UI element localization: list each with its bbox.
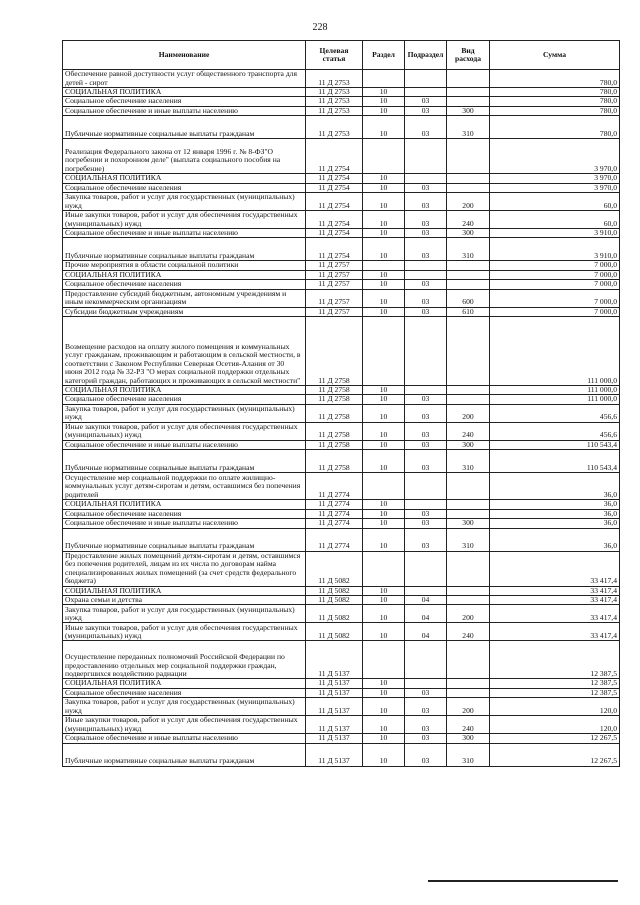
row-kind: 300 (447, 229, 490, 238)
row-article: 11 Д 5082 (306, 623, 363, 641)
table-row (63, 106, 620, 115)
row-subsection (405, 174, 447, 183)
row-article: 11 Д 2758 (306, 395, 363, 404)
table-row (63, 307, 620, 316)
row-sum: 780,0 (490, 88, 620, 97)
row-name: Предоставление жилых помещений детям-сиротам и детям, оставшимся без попечения родителей, лицам из их числа по договорам найма специализированных жилых помещений (за счет средств федерального бюджета) (63, 551, 306, 586)
row-kind: 610 (447, 307, 490, 316)
row-kind: 200 (447, 193, 490, 211)
row-name: Реализация Федерального закона от 12 января 1996 г. № 8-ФЗ"О погребении и похоронном деле" (выплата социального пособия на погребение) (63, 139, 306, 174)
row-section: 10 (363, 688, 405, 697)
row-sum: 7 000,0 (490, 307, 620, 316)
row-subsection: 04 (405, 595, 447, 604)
row-subsection: 03 (405, 688, 447, 697)
row-sum: 3 910,0 (490, 238, 620, 261)
row-sum: 7 000,0 (490, 261, 620, 270)
row-subsection: 03 (405, 422, 447, 440)
row-kind (447, 473, 490, 500)
row-name: СОЦИАЛЬНАЯ ПОЛИТИКА (63, 270, 306, 279)
row-section: 10 (363, 586, 405, 595)
row-article: 11 Д 2758 (306, 404, 363, 422)
row-article: 11 Д 2753 (306, 88, 363, 97)
row-kind (447, 395, 490, 404)
row-name: Социальное обеспечение населения (63, 280, 306, 289)
row-subsection: 03 (405, 395, 447, 404)
row-sum: 3 970,0 (490, 183, 620, 192)
row-sum: 780,0 (490, 97, 620, 106)
row-name: Публичные нормативные социальные выплаты гражданам (63, 743, 306, 766)
row-section (363, 473, 405, 500)
row-name: Социальное обеспечение населения (63, 509, 306, 518)
row-sum: 7 000,0 (490, 289, 620, 307)
row-name: Социальное обеспечение населения (63, 395, 306, 404)
table-row (63, 289, 620, 307)
row-sum: 36,0 (490, 500, 620, 509)
row-kind (447, 70, 490, 88)
row-kind: 240 (447, 623, 490, 641)
row-sum: 12 267,5 (490, 734, 620, 743)
row-article: 11 Д 2757 (306, 261, 363, 270)
row-article: 11 Д 5137 (306, 743, 363, 766)
row-subsection: 03 (405, 280, 447, 289)
row-article: 11 Д 2774 (306, 509, 363, 518)
row-subsection: 04 (405, 623, 447, 641)
table-row (63, 70, 620, 88)
row-name: Социальное обеспечение и иные выплаты населению (63, 106, 306, 115)
row-subsection (405, 317, 447, 386)
row-subsection: 03 (405, 193, 447, 211)
row-kind: 300 (447, 734, 490, 743)
row-section: 10 (363, 595, 405, 604)
row-article: 11 Д 2754 (306, 193, 363, 211)
row-kind: 310 (447, 743, 490, 766)
row-section: 10 (363, 743, 405, 766)
row-sum: 33 417,4 (490, 605, 620, 623)
row-kind: 200 (447, 698, 490, 716)
row-article: 11 Д 2757 (306, 289, 363, 307)
row-subsection: 03 (405, 116, 447, 139)
row-article: 11 Д 2754 (306, 174, 363, 183)
row-sum: 110 543,4 (490, 440, 620, 449)
table-row (63, 422, 620, 440)
table-row (63, 174, 620, 183)
row-name: Охрана семьи и детства (63, 595, 306, 604)
table-row (63, 586, 620, 595)
row-section: 10 (363, 229, 405, 238)
row-kind (447, 641, 490, 679)
table-row (63, 116, 620, 139)
row-name: Осуществление переданных полномочий Российской Федерации по предоставлению отдельных мер социальной поддержки граждан, подвергшихся воздействию радиации (63, 641, 306, 679)
row-name: СОЦИАЛЬНАЯ ПОЛИТИКА (63, 679, 306, 688)
header-kind: Вид расхода (447, 41, 490, 70)
row-sum: 12 387,5 (490, 641, 620, 679)
row-sum: 60,0 (490, 211, 620, 229)
row-subsection (405, 70, 447, 88)
row-sum: 780,0 (490, 116, 620, 139)
row-subsection: 03 (405, 97, 447, 106)
row-article: 11 Д 5137 (306, 716, 363, 734)
row-subsection: 03 (405, 440, 447, 449)
row-name: Закупка товаров, работ и услуг для государственных (муниципальных) нужд (63, 404, 306, 422)
row-name: Закупка товаров, работ и услуг для государственных (муниципальных) нужд (63, 193, 306, 211)
row-section: 10 (363, 238, 405, 261)
row-kind: 240 (447, 211, 490, 229)
row-subsection: 03 (405, 528, 447, 551)
row-subsection (405, 586, 447, 595)
row-section: 10 (363, 528, 405, 551)
row-sum: 7 000,0 (490, 270, 620, 279)
row-name: СОЦИАЛЬНАЯ ПОЛИТИКА (63, 174, 306, 183)
row-name: Возмещение расходов на оплату жилого помещения и коммунальных услуг гражданам, проживающим и работающим в сельской местности, в соответствии с Законом Республики Северная Осетия-Алания от 30 июня 2012 года № 32-РЗ "О мерах социальной поддержки отдельных категорий граждан, работающих и проживающих в сельской местности" (63, 317, 306, 386)
row-article: 11 Д 5137 (306, 679, 363, 688)
row-name: Прочие мероприятия в области социальной политики (63, 261, 306, 270)
table-row (63, 440, 620, 449)
row-article: 11 Д 2753 (306, 116, 363, 139)
row-article: 11 Д 2754 (306, 211, 363, 229)
row-sum: 3 970,0 (490, 174, 620, 183)
row-sum: 12 267,5 (490, 743, 620, 766)
row-article: 11 Д 2757 (306, 280, 363, 289)
row-kind: 310 (447, 528, 490, 551)
header-name: Наименование (63, 41, 306, 70)
row-subsection (405, 139, 447, 174)
row-section (363, 551, 405, 586)
row-sum: 36,0 (490, 509, 620, 518)
row-kind (447, 688, 490, 697)
row-article: 11 Д 5137 (306, 698, 363, 716)
row-name: СОЦИАЛЬНАЯ ПОЛИТИКА (63, 586, 306, 595)
row-name: Публичные нормативные социальные выплаты гражданам (63, 450, 306, 473)
row-name: Социальное обеспечение и иные выплаты населению (63, 519, 306, 528)
table-row (63, 97, 620, 106)
row-subsection: 03 (405, 106, 447, 115)
row-article: 11 Д 2774 (306, 500, 363, 509)
table-row (63, 261, 620, 270)
row-sum: 111 000,0 (490, 386, 620, 395)
row-subsection (405, 551, 447, 586)
table-row (63, 743, 620, 766)
table-row (63, 317, 620, 386)
row-name: Иные закупки товаров, работ и услуг для обеспечения государственных (муниципальных) нужд (63, 211, 306, 229)
row-name: Социальное обеспечение и иные выплаты населению (63, 229, 306, 238)
table-row (63, 623, 620, 641)
row-subsection: 03 (405, 289, 447, 307)
row-sum: 33 417,4 (490, 595, 620, 604)
row-section (363, 261, 405, 270)
row-article: 11 Д 2758 (306, 386, 363, 395)
row-section: 10 (363, 679, 405, 688)
table-row (63, 280, 620, 289)
page-number: 228 (312, 22, 328, 33)
row-article: 11 Д 2774 (306, 528, 363, 551)
table-row (63, 500, 620, 509)
row-name: Обеспечение равной доступности услуг общественного транспорта для детей - сирот (63, 70, 306, 88)
row-subsection: 03 (405, 238, 447, 261)
row-sum: 12 387,5 (490, 688, 620, 697)
row-article: 11 Д 2753 (306, 70, 363, 88)
row-kind (447, 174, 490, 183)
row-kind (447, 97, 490, 106)
row-kind: 310 (447, 450, 490, 473)
row-sum: 33 417,4 (490, 551, 620, 586)
row-section: 10 (363, 698, 405, 716)
row-sum: 456,6 (490, 404, 620, 422)
row-section: 10 (363, 500, 405, 509)
row-article: 11 Д 2757 (306, 307, 363, 316)
table-row (63, 473, 620, 500)
row-kind: 240 (447, 716, 490, 734)
row-section: 10 (363, 386, 405, 395)
row-section: 10 (363, 307, 405, 316)
row-article: 11 Д 2754 (306, 238, 363, 261)
row-kind: 240 (447, 422, 490, 440)
row-subsection: 03 (405, 450, 447, 473)
row-name: Публичные нормативные социальные выплаты гражданам (63, 116, 306, 139)
row-section: 10 (363, 116, 405, 139)
row-section: 10 (363, 395, 405, 404)
table-row (63, 595, 620, 604)
row-article: 11 Д 2753 (306, 106, 363, 115)
row-section: 10 (363, 519, 405, 528)
row-subsection (405, 679, 447, 688)
row-section: 10 (363, 211, 405, 229)
row-kind: 200 (447, 404, 490, 422)
row-name: СОЦИАЛЬНАЯ ПОЛИТИКА (63, 386, 306, 395)
row-article: 11 Д 2758 (306, 450, 363, 473)
row-article: 11 Д 2757 (306, 270, 363, 279)
row-name: Социальное обеспечение населения (63, 183, 306, 192)
row-name: Социальное обеспечение населения (63, 97, 306, 106)
row-sum: 33 417,4 (490, 623, 620, 641)
row-sum: 3 970,0 (490, 139, 620, 174)
row-article: 11 Д 2758 (306, 440, 363, 449)
row-section: 10 (363, 716, 405, 734)
row-sum: 36,0 (490, 519, 620, 528)
row-kind (447, 88, 490, 97)
row-section: 10 (363, 106, 405, 115)
row-name: Предоставление субсидий бюджетным, автономным учреждениям и иным некоммерческим организациям (63, 289, 306, 307)
row-article: 11 Д 2753 (306, 97, 363, 106)
row-section: 10 (363, 280, 405, 289)
row-section: 10 (363, 605, 405, 623)
row-subsection: 03 (405, 698, 447, 716)
row-kind (447, 261, 490, 270)
row-kind: 310 (447, 238, 490, 261)
row-kind (447, 280, 490, 289)
row-subsection: 03 (405, 734, 447, 743)
row-article: 11 Д 2758 (306, 317, 363, 386)
row-name: Закупка товаров, работ и услуг для государственных (муниципальных) нужд (63, 605, 306, 623)
table-row (63, 183, 620, 192)
row-section (363, 70, 405, 88)
row-sum: 60,0 (490, 193, 620, 211)
table-row (63, 211, 620, 229)
row-kind (447, 139, 490, 174)
row-sum: 120,0 (490, 698, 620, 716)
table-row (63, 528, 620, 551)
row-sum: 780,0 (490, 70, 620, 88)
table-row (63, 698, 620, 716)
row-subsection: 03 (405, 307, 447, 316)
table-header-row (63, 41, 620, 70)
row-name: СОЦИАЛЬНАЯ ПОЛИТИКА (63, 500, 306, 509)
row-kind (447, 500, 490, 509)
table-row (63, 679, 620, 688)
row-section (363, 317, 405, 386)
row-sum: 120,0 (490, 716, 620, 734)
row-article: 11 Д 5082 (306, 551, 363, 586)
table-row (63, 139, 620, 174)
row-section: 10 (363, 404, 405, 422)
row-kind (447, 595, 490, 604)
row-section (363, 641, 405, 679)
row-subsection: 03 (405, 404, 447, 422)
row-article: 11 Д 5082 (306, 605, 363, 623)
row-name: Публичные нормативные социальные выплаты гражданам (63, 238, 306, 261)
row-subsection (405, 500, 447, 509)
row-section: 10 (363, 734, 405, 743)
row-article: 11 Д 5137 (306, 688, 363, 697)
row-section: 10 (363, 289, 405, 307)
row-section: 10 (363, 183, 405, 192)
row-article: 11 Д 2774 (306, 473, 363, 500)
row-kind: 310 (447, 116, 490, 139)
row-subsection: 03 (405, 183, 447, 192)
table-row (63, 641, 620, 679)
row-section: 10 (363, 174, 405, 183)
row-subsection: 03 (405, 743, 447, 766)
row-subsection: 03 (405, 519, 447, 528)
row-article: 11 Д 5082 (306, 586, 363, 595)
bottom-rule (428, 880, 618, 882)
header-sum: Сумма (490, 41, 620, 70)
row-sum: 456,6 (490, 422, 620, 440)
row-name: Социальное обеспечение и иные выплаты населению (63, 440, 306, 449)
row-subsection (405, 641, 447, 679)
budget-table-container (62, 40, 619, 767)
row-kind (447, 551, 490, 586)
row-sum: 780,0 (490, 106, 620, 115)
header-section: Раздел (363, 41, 405, 70)
row-section: 10 (363, 623, 405, 641)
row-section: 10 (363, 422, 405, 440)
row-section: 10 (363, 509, 405, 518)
row-section: 10 (363, 193, 405, 211)
row-section: 10 (363, 450, 405, 473)
row-subsection: 03 (405, 716, 447, 734)
row-article: 11 Д 2758 (306, 422, 363, 440)
row-subsection: 03 (405, 229, 447, 238)
row-name: СОЦИАЛЬНАЯ ПОЛИТИКА (63, 88, 306, 97)
row-section: 10 (363, 440, 405, 449)
row-article: 11 Д 2774 (306, 519, 363, 528)
row-subsection (405, 473, 447, 500)
row-article: 11 Д 5137 (306, 734, 363, 743)
row-name: Закупка товаров, работ и услуг для государственных (муниципальных) нужд (63, 698, 306, 716)
row-sum: 110 543,4 (490, 450, 620, 473)
table-row (63, 395, 620, 404)
row-article: 11 Д 5082 (306, 595, 363, 604)
row-name: Публичные нормативные социальные выплаты гражданам (63, 528, 306, 551)
table-row (63, 404, 620, 422)
row-section (363, 139, 405, 174)
row-kind (447, 679, 490, 688)
table-row (63, 193, 620, 211)
table-row (63, 450, 620, 473)
table-row (63, 551, 620, 586)
table-row (63, 238, 620, 261)
row-article: 11 Д 2754 (306, 229, 363, 238)
row-name: Иные закупки товаров, работ и услуг для обеспечения государственных (муниципальных) нужд (63, 422, 306, 440)
row-subsection: 03 (405, 211, 447, 229)
row-article: 11 Д 2754 (306, 183, 363, 192)
row-subsection: 03 (405, 509, 447, 518)
table-row (63, 734, 620, 743)
row-subsection (405, 261, 447, 270)
table-row (63, 519, 620, 528)
row-kind: 300 (447, 106, 490, 115)
row-sum: 111 000,0 (490, 395, 620, 404)
row-section: 10 (363, 88, 405, 97)
row-kind: 600 (447, 289, 490, 307)
row-kind (447, 183, 490, 192)
row-kind: 200 (447, 605, 490, 623)
row-sum: 12 387,5 (490, 679, 620, 688)
table-row (63, 229, 620, 238)
row-name: Социальное обеспечение и иные выплаты населению (63, 734, 306, 743)
row-article: 11 Д 5137 (306, 641, 363, 679)
header-subsection: Подраздел (405, 41, 447, 70)
row-kind: 300 (447, 519, 490, 528)
row-kind (447, 386, 490, 395)
row-kind (447, 270, 490, 279)
row-section: 10 (363, 97, 405, 106)
row-sum: 36,0 (490, 528, 620, 551)
row-kind: 300 (447, 440, 490, 449)
table-row (63, 605, 620, 623)
row-sum: 36,0 (490, 473, 620, 500)
row-subsection: 04 (405, 605, 447, 623)
header-article: Целевая статья (306, 41, 363, 70)
row-name: Социальное обеспечение населения (63, 688, 306, 697)
row-kind (447, 317, 490, 386)
budget-table (62, 40, 620, 767)
table-row (63, 688, 620, 697)
row-sum: 7 000,0 (490, 280, 620, 289)
table-row (63, 716, 620, 734)
row-kind (447, 586, 490, 595)
row-name: Субсидии бюджетным учреждениям (63, 307, 306, 316)
row-name: Осуществление мер социальной поддержки по оплате жилищно-коммунальных услуг детям-сиротам и детям, оставшимся без попечения родителей (63, 473, 306, 500)
row-sum: 111 000,0 (490, 317, 620, 386)
row-sum: 3 910,0 (490, 229, 620, 238)
row-name: Иные закупки товаров, работ и услуг для обеспечения государственных (муниципальных) нужд (63, 623, 306, 641)
table-body (63, 70, 620, 767)
row-name: Иные закупки товаров, работ и услуг для обеспечения государственных (муниципальных) нужд (63, 716, 306, 734)
row-article: 11 Д 2754 (306, 139, 363, 174)
row-section: 10 (363, 270, 405, 279)
row-sum: 33 417,4 (490, 586, 620, 595)
